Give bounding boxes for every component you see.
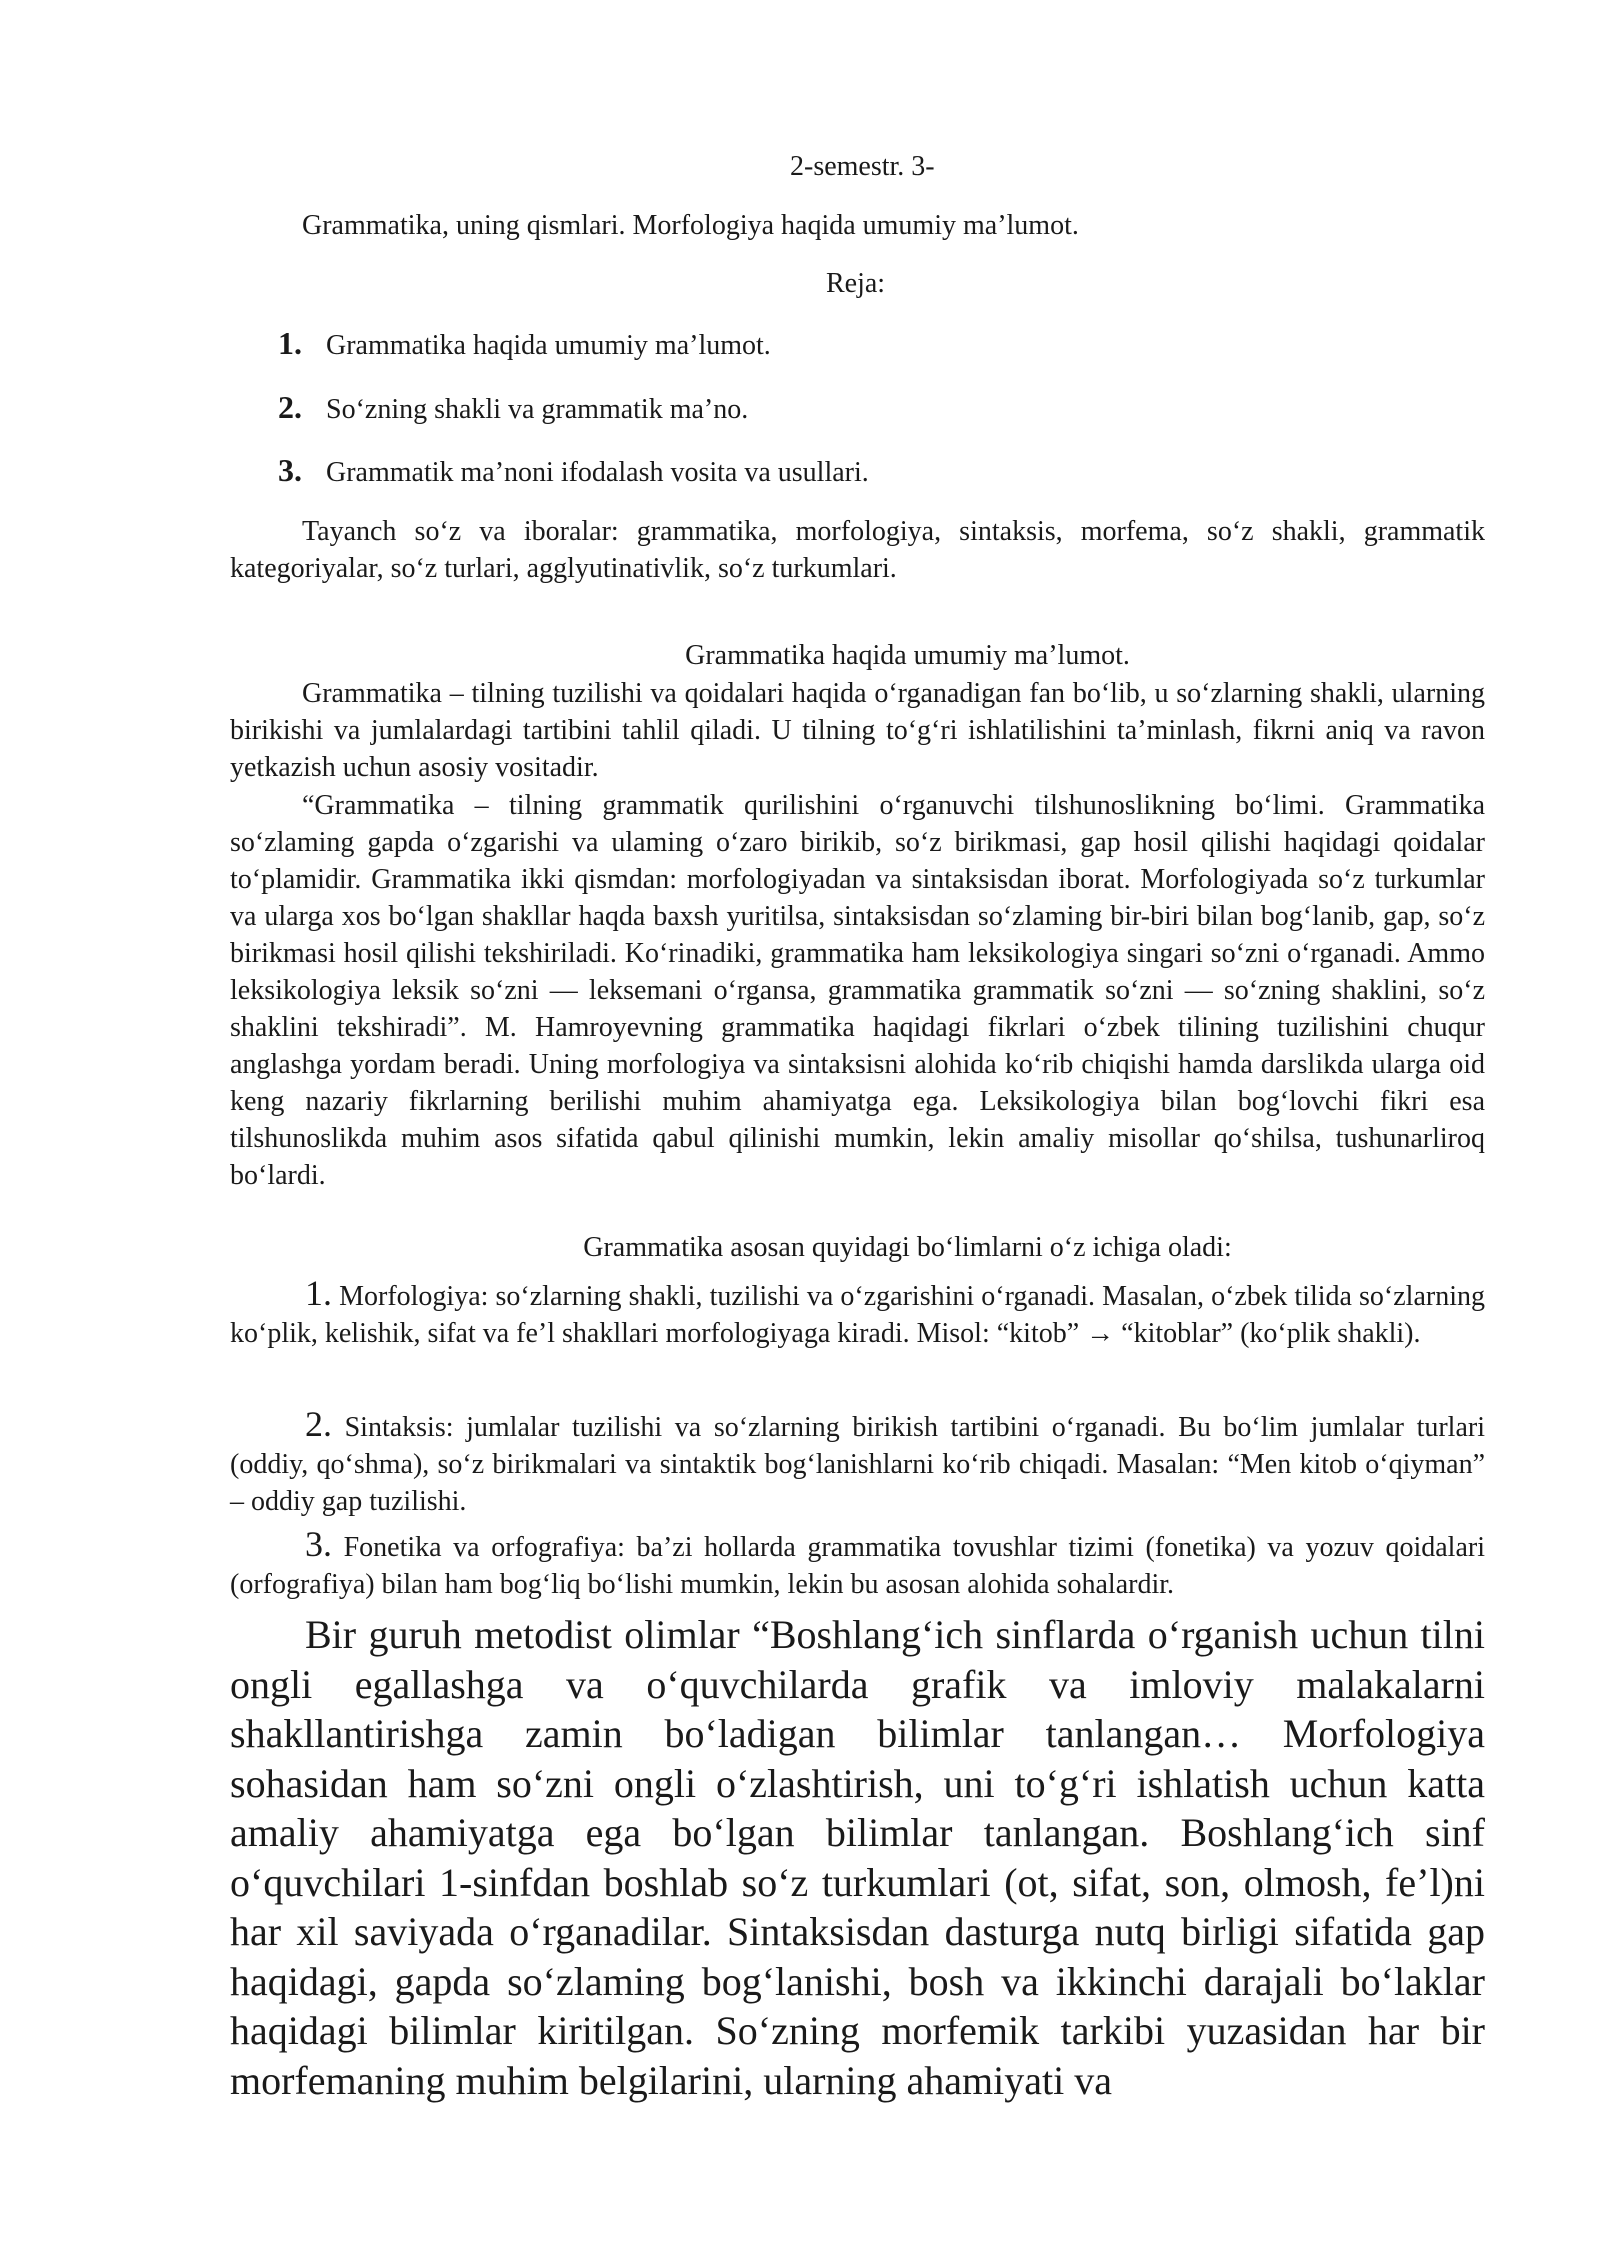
list-intro: Grammatika asosan quyidagi bo‘limlarni o‘z ichiga oladi: [583, 1232, 1232, 1263]
keywords-paragraph: Tayanch so‘z va iboralar: grammatika, morfologiya, sintaksis, morfema, so‘z shakli, grammatik kategoriyalar, so‘z turlari, agglyutinativlik, so‘z turkumlari. [230, 516, 1485, 584]
plan-item-number: 3. [278, 452, 302, 488]
section-list-text: Fonetika va orfografiya: ba’zi hollarda grammatika tovushlar tizimi (fonetika) va yozuv qoidalari (orfografiya) bilan ham bog‘liq bo‘lishi mumkin, lekin bu asosan alohida sohalardir. [230, 1532, 1485, 1600]
plan-item-number: 1. [278, 325, 302, 361]
quote-paragraph: “Grammatika – tilning grammatik qurilishini o‘rganuvchi tilshunoslikning bo‘limi. Grammatika so‘zlaming gapda o‘zgarishi va ulaming o‘zaro birikib, so‘z birikmasi, gap hosil qilishi haqidagi qoidalar to‘plamidir. Grammatika ikki qismdan: morfologiyadan va sintaksisdan iborat. Morfologiyada so‘z turkumlar va ularga xos bo‘lgan shakllar haqda baxsh yuritilsa, sintaksisdan so‘zlaming bir-biri bilan bog‘lanib, gap, so‘z birikmasi hosil qilishi tekshiriladi. Ko‘rinadiki, grammatika ham leksikologiya singari so‘zni o‘rganadi. Ammo leksikologiya leksik so‘zni — leksemani o‘rgansa, grammatika grammatik so‘zni — so‘zning shaklini, so‘z shaklini tekshiradi”. M. Hamroyevning grammatika haqidagi fikrlari o‘zbek tilining tuzilishini chuqur anglashga yordam beradi. Uning morfologiya va sintaksisni alohida ko‘rib chiqishi hamda darslikda ularga oid keng nazariy fikrlarning berilishi muhim ahamiyatga ega. Leksikologiya bilan bog‘lovchi fikri esa tilshunoslikda muhim asos sifatida qabul qilinishi mumkin, lekin amaliy misollar qo‘shilsa, tushunarliroq bo‘lardi. [230, 790, 1485, 1191]
plan-item-text: So‘zning shakli va grammatik ma’no. [326, 394, 749, 425]
section-heading: Grammatika haqida umumiy ma’lumot. [685, 640, 1130, 671]
definition-paragraph: Grammatika – tilning tuzilishi va qoidalari haqida o‘rganadigan fan bo‘lib, u so‘zlarning shakli, ularning birikishi va jumlalardagi tartibini tahlil qiladi. U tilning to‘g‘ri ishlatilishini ta’minlash, fikrni aniq va ravon yetkazish uchun asosiy vositadir. [230, 678, 1485, 783]
methodology-paragraph: Bir guruh metodist olimlar “Boshlang‘ich sinflarda o‘rganish uchun tilni ongli egallashga va o‘quvchilarda grafik va imloviy malakalarni shakllantirishga zamin bo‘ladigan bilimlar tanlangan… Morfologiya sohasidan ham so‘zni ongli o‘zlashtirish, uni to‘g‘ri ishlatish uchun katta amaliy ahamiyatga ega bo‘lgan bilimlar tanlangan. Boshlang‘ich sinf o‘quvchilari 1-sinfdan boshlab so‘z turkumlari (ot, sifat, son, olmosh, fe’l)ni har xil saviyada o‘rganadilar. Sintaksisdan dasturga nutq birligi sifatida gap haqidagi, gapda so‘zlaming bog‘lanishi, bosh va ikkinchi darajali bo‘laklar haqidagi bilimlar kiritilgan. So‘zning morfemik tarkibi yuzasidan har bir morfemaning muhim belgilarini, ularning ahamiyati va [230, 1612, 1485, 2103]
plan-label: Reja: [826, 268, 886, 299]
section-list-item [230, 1406, 1485, 1520]
section-list-number: 3. [305, 1524, 332, 1564]
section-list-text: Sintaksis: jumlalar tuzilishi va so‘zlarning birikish tartibini o‘rganadi. Bu bo‘lim jumlalar turlari (oddiy, qo‘shma), so‘z birikmalari va sintaktik bog‘lanishlarni ko‘rib chiqadi. Masalan: “Men kitob o‘qiyman” – oddiy gap tuzilishi. [230, 1412, 1485, 1517]
plan-item [278, 389, 748, 426]
semester-header: 2-semestr. 3- [790, 151, 935, 182]
section-list-text: Morfologiya: so‘zlarning shakli, tuzilishi va o‘zgarishini o‘rganadi. Masalan, o‘zbek tilida so‘zlarning ko‘plik, kelishik, sifat va fe’l shakllari morfologiyaga kiradi. Misol: “kitob” → “kitoblar” (ko‘plik shakli). [230, 1281, 1485, 1349]
section-list-item [230, 1526, 1485, 1603]
plan-item-number: 2. [278, 389, 302, 425]
section-list-number: 1. [305, 1273, 332, 1313]
plan-item [278, 325, 771, 362]
section-list-item [230, 1275, 1485, 1352]
plan-item [278, 452, 869, 489]
topic-title: Grammatika, uning qismlari. Morfologiya haqida umumiy ma’lumot. [302, 210, 1079, 241]
section-list-number: 2. [305, 1404, 332, 1444]
plan-item-text: Grammatika haqida umumiy ma’lumot. [326, 330, 771, 361]
plan-item-text: Grammatik ma’noni ifodalash vosita va usullari. [326, 457, 869, 488]
